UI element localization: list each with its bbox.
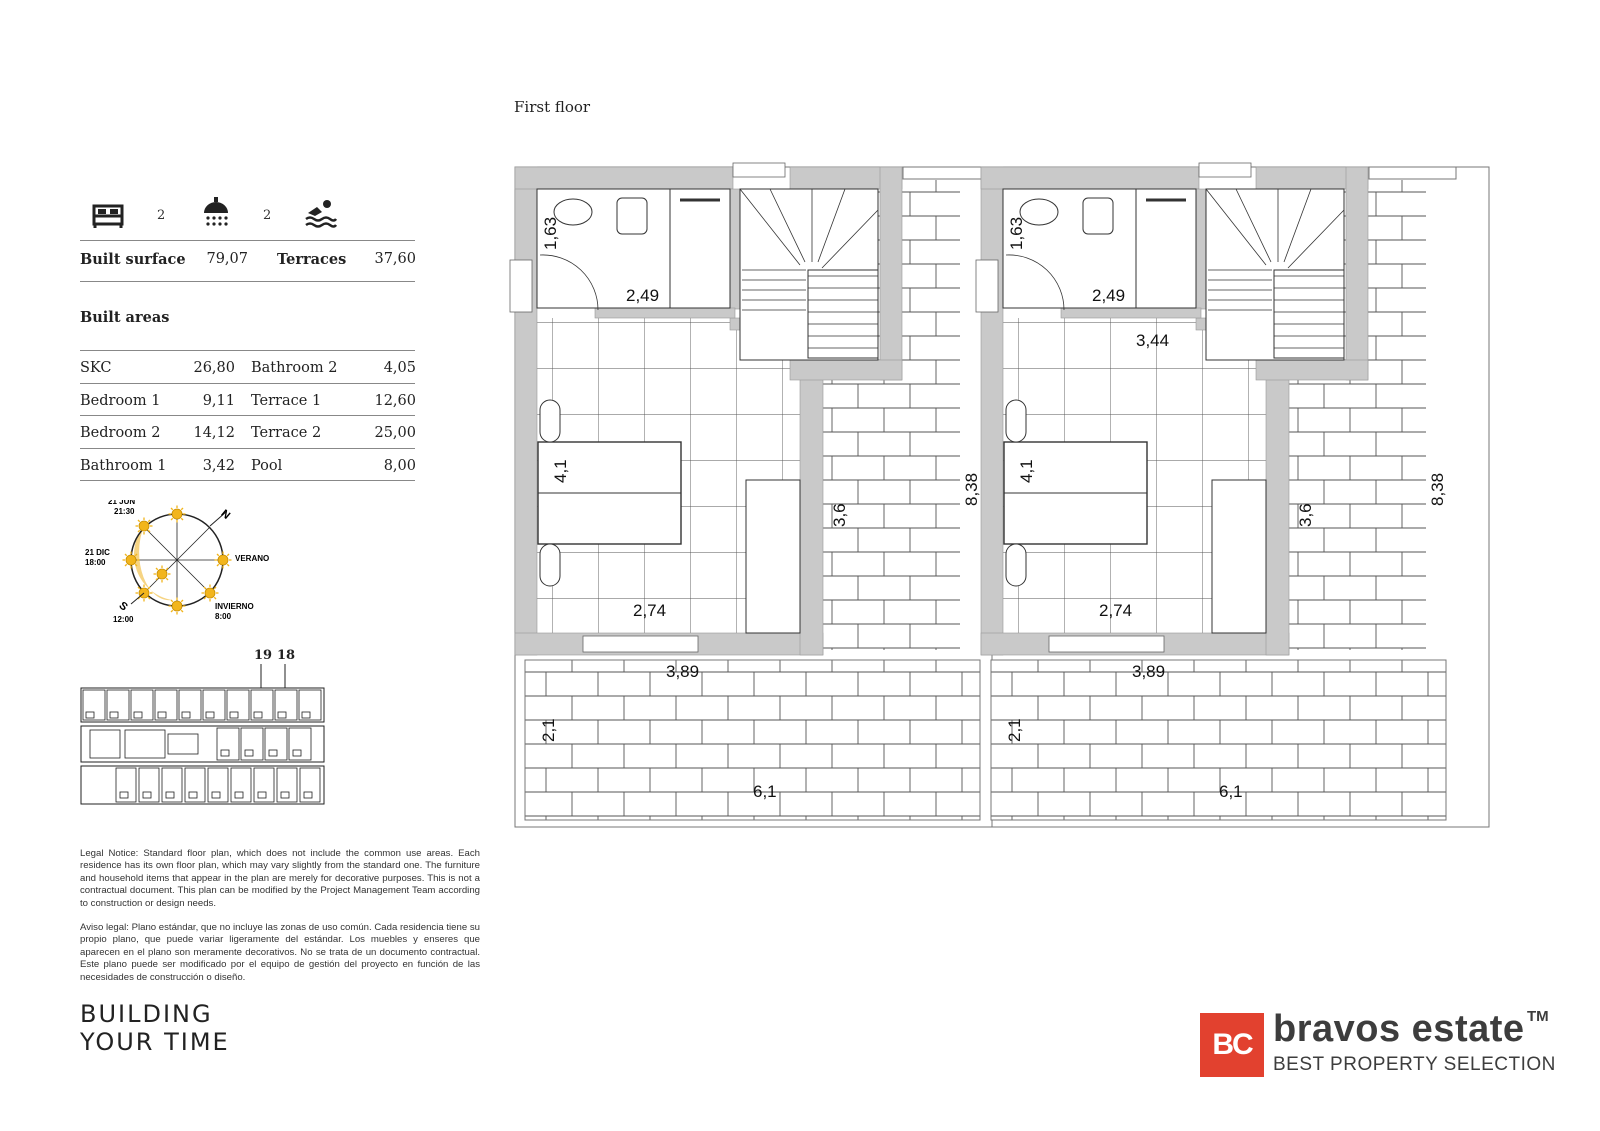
dimension-label: 2,74 (1099, 601, 1133, 620)
dimension-label: 6,1 (1219, 782, 1243, 801)
sun-icon (139, 521, 149, 531)
terraces-value: 37,60 (374, 251, 416, 267)
noon-time: 12:00 (113, 615, 134, 624)
site-unit (258, 792, 266, 798)
south-label: S (116, 599, 130, 614)
unit-number-18: 18 (277, 648, 296, 663)
divider (80, 350, 415, 351)
divider (80, 383, 415, 384)
dimension-label: 2,1 (1005, 718, 1024, 742)
dimension-label: 4,1 (1017, 459, 1036, 483)
brand-mark: BC (1212, 1028, 1252, 1061)
divider (80, 281, 415, 282)
area-label: SKC (80, 360, 112, 376)
divider (80, 480, 415, 481)
dimension-label: 4,1 (551, 459, 570, 483)
divider (80, 448, 415, 449)
north-label: N (218, 507, 233, 522)
area-value: 26,80 (193, 360, 235, 376)
dimension-label: 3,89 (1132, 662, 1166, 681)
area-label: Bathroom 1 (80, 457, 167, 474)
site-unit (235, 792, 243, 798)
site-unit (230, 712, 238, 718)
site-unit (185, 768, 205, 802)
area-value: 14,12 (193, 425, 235, 441)
area-label: Bedroom 1 (80, 392, 161, 409)
unit-number-19: 19 (254, 648, 273, 663)
invierno-time: 8:00 (215, 612, 232, 621)
apartment-unit (976, 163, 1456, 820)
site-unit (120, 792, 128, 798)
divider (80, 415, 415, 416)
site-unit (281, 792, 289, 798)
site-unit (245, 750, 253, 756)
jun-label: 21 JUN (108, 500, 136, 506)
dimension-label: 1,63 (541, 216, 560, 250)
site-unit (269, 750, 277, 756)
site-unit (241, 728, 263, 760)
site-unit (277, 768, 297, 802)
dimension-label: 8,38 (1428, 472, 1447, 506)
site-plan (80, 664, 326, 806)
legal-notice-es: Aviso legal: Plano estándar, que no incluye las zonas de uso común. Cada residencia tiene su propio plano, que puede variar ligeramente del estándar. Los muebles y enseres que aparecen en el plano son meramente decorativos. No se trata de un documento contractual. Este plano puede ser modificado por el equipo de gestión del proyecto en función de las necesidades de construcción o diseño. (80, 922, 480, 983)
brand-logo (1200, 1013, 1264, 1077)
site-unit (143, 792, 151, 798)
site-unit (206, 712, 214, 718)
area-value: 9,11 (202, 392, 235, 409)
sun-icon (126, 555, 136, 565)
site-unit (304, 792, 312, 798)
site-unit (254, 768, 274, 802)
area-value: 12,60 (374, 392, 416, 409)
site-unit (158, 712, 166, 718)
site-unit (110, 712, 118, 718)
sun-icon (172, 601, 182, 611)
site-unit (189, 792, 197, 798)
site-unit (289, 728, 311, 760)
sun-icon (157, 569, 167, 579)
terraces-label: Terraces (277, 251, 347, 268)
area-value: 3,42 (202, 457, 235, 474)
dimension-label: 2,49 (626, 286, 660, 305)
site-unit (265, 728, 287, 760)
dimension-label: 3,6 (830, 503, 849, 527)
legal-notice-en: Legal Notice: Standard floor plan, which does not include the common use areas. Each residence has its own floor plan, which may vary slightly from the standard one. The furniture and household items that appear in the plan are merely for decorative purposes. This is not a contractual document. This plan can be modified by the Project Management Team according to construction or design needs. (80, 848, 480, 909)
site-unit (278, 712, 286, 718)
site-unit (90, 730, 120, 758)
built-areas-title: Built areas (80, 309, 170, 326)
dimension-label: 2,1 (539, 718, 558, 742)
verano-label: VERANO (235, 554, 270, 563)
divider (80, 240, 415, 241)
site-unit (231, 768, 251, 802)
site-unit (212, 792, 220, 798)
shower-icon (200, 196, 232, 228)
floor-plan (500, 160, 1500, 830)
area-label: Terrace 2 (251, 425, 322, 441)
area-value: 25,00 (374, 425, 416, 441)
area-label: Pool (251, 457, 283, 474)
slogan: BUILDING YOUR TIME (80, 1000, 230, 1056)
dimension-label: 1,63 (1007, 216, 1026, 250)
area-label: Bedroom 2 (80, 425, 161, 441)
site-unit (162, 768, 182, 802)
area-label: Terrace 1 (251, 392, 322, 409)
site-unit (139, 768, 159, 802)
site-unit (116, 768, 136, 802)
jun-time: 21:30 (114, 507, 135, 516)
brand-trademark: TM (1527, 1008, 1549, 1025)
dimension-label: 6,1 (753, 782, 777, 801)
apartment-unit (510, 163, 990, 820)
sun-icon (218, 555, 228, 565)
site-unit (168, 734, 198, 754)
bed-icon (92, 200, 124, 232)
site-unit (208, 768, 228, 802)
site-unit (86, 712, 94, 718)
sun-path-diagram (80, 500, 300, 630)
pool-icon (305, 197, 337, 229)
site-unit (166, 792, 174, 798)
dimension-label: 2,49 (1092, 286, 1126, 305)
site-unit (300, 768, 320, 802)
invierno-label: INVIERNO (215, 602, 254, 611)
dimension-label: 2,74 (633, 601, 667, 620)
site-unit (293, 750, 301, 756)
bedrooms-count: 2 (157, 208, 166, 223)
sun-icon (205, 588, 215, 598)
site-unit (217, 728, 239, 760)
site-unit (134, 712, 142, 718)
dic-time: 18:00 (85, 558, 106, 567)
site-unit (221, 750, 229, 756)
dimension-label: 3,89 (666, 662, 700, 681)
site-unit (254, 712, 262, 718)
dimension-label: 3,44 (1136, 331, 1170, 350)
built-surface-value: 79,07 (206, 251, 248, 267)
built-surface-label: Built surface (80, 251, 186, 268)
dimension-label: 8,38 (962, 472, 981, 506)
area-value: 8,00 (383, 457, 416, 474)
dimension-label: 3,6 (1296, 503, 1315, 527)
plan-title: First floor (514, 98, 591, 116)
dic-label: 21 DIC (85, 548, 110, 557)
bathrooms-count: 2 (263, 208, 272, 223)
site-units (83, 690, 321, 802)
area-value: 4,05 (383, 360, 416, 376)
site-unit (182, 712, 190, 718)
site-unit (302, 712, 310, 718)
brand-tagline: BEST PROPERTY SELECTION (1273, 1054, 1556, 1075)
sun-icon (172, 509, 182, 519)
site-unit (125, 730, 165, 758)
brand-name: bravos estate (1273, 1008, 1525, 1050)
area-label: Bathroom 2 (251, 360, 338, 376)
